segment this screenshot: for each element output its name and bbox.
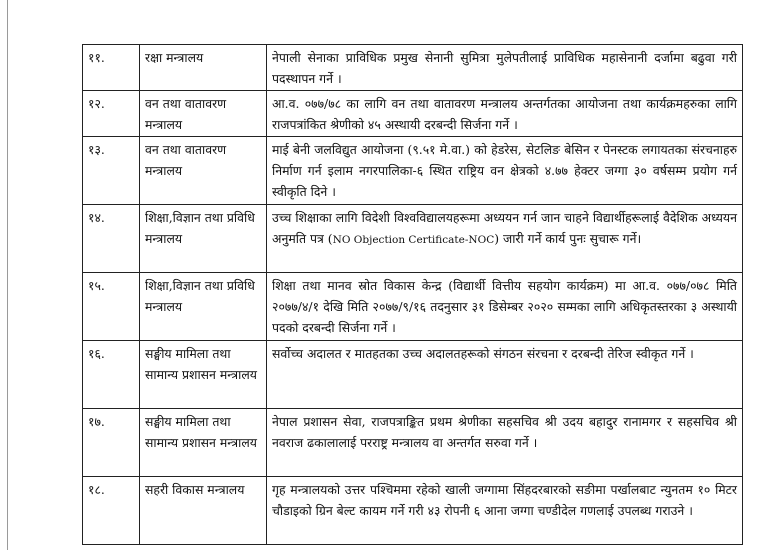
row-number: १८. <box>83 477 140 545</box>
ministry-cell: शिक्षा,विज्ञान तथा प्रविधि मन्त्रालय <box>140 273 267 341</box>
row-number: १२. <box>83 91 140 137</box>
row-number: १४. <box>83 205 140 273</box>
ministry-cell: सङ्घीय मामिला तथा सामान्य प्रशासन मन्त्रालय <box>140 341 267 409</box>
row-number: १७. <box>83 409 140 477</box>
ministry-cell: वन तथा वातावरण मन्त्रालय <box>140 91 267 137</box>
ministry-cell: रक्षा मन्त्रालय <box>140 45 267 91</box>
table-row <box>83 205 743 273</box>
ministry-cell: वन तथा वातावरण मन्त्रालय <box>140 137 267 205</box>
table-row <box>83 45 743 91</box>
decision-cell: आ.व. ०७७/७८ का लागि वन तथा वातावरण मन्त्रालय अन्तर्गतका आयोजना तथा कार्यक्रमहरुका लागि राजपत्रांकित श्रेणीको ४५ अस्थायी दरबन्दी सिर्जना गर्ने । <box>267 91 743 137</box>
noc-term: NO Objection Certificate-NOC <box>332 234 495 246</box>
left-margin-line <box>7 0 8 550</box>
decision-text-part: ) जारी गर्ने कार्य पुनः सुचारू गर्ने। <box>494 231 642 246</box>
decision-cell: नेपाली सेनाका प्राविधिक प्रमुख सेनानी सुमित्रा मुलेपतीलाई प्राविधिक महासेनानी दर्जामा बढुवा गरी पदस्थापन गर्ने । <box>267 45 743 91</box>
row-number: १६. <box>83 341 140 409</box>
decision-cell: गृह मन्त्रालयको उत्तर पश्चिममा रहेको खाली जग्गामा सिंहदरबारको सङीमा पर्खालबाट न्युनतम १० मिटर चौडाइको ग्रिन बेल्ट कायम गर्ने गरी ४३ रोपनी ६ आना जग्गा चण्डीदेल गणलाई उपलब्ध गराउने । <box>267 477 743 545</box>
table-row <box>83 273 743 341</box>
ministry-cell: सहरी विकास मन्त्रालय <box>140 477 267 545</box>
decision-cell: नेपाल प्रशासन सेवा, राजपत्राङ्कित प्रथम श्रेणीका सहसचिव श्री उदय बहादुर रानामगर र सहसचिव श्री नवराज ढकालालाई परराष्ट्र मन्त्रालय वा अन्तर्गत सरुवा गर्ने । <box>267 409 743 477</box>
ministry-cell: शिक्षा,विज्ञान तथा प्रविधि मन्त्रालय <box>140 205 267 273</box>
row-number: १५. <box>83 273 140 341</box>
row-number: ११. <box>83 45 140 91</box>
cabinet-decisions-table <box>82 44 743 545</box>
ministry-cell: सङ्घीय मामिला तथा सामान्य प्रशासन मन्त्रालय <box>140 409 267 477</box>
decision-cell: माई बेनी जलविद्युत आयोजना (९.५१ मे.वा.) को हेडरेस, सेटलिङ बेसिन र पेनस्टक लगायतका संरचनाहरु निर्माण गर्न इलाम नगरपालिका-६ स्थित राष्ट्रिय वन क्षेत्रको ४.७७ हेक्टर जग्गा ३० वर्षसम्म प्रयोग गर्न स्वीकृति दिने । <box>267 137 743 205</box>
decision-text-part: उच्च शिक्षाका लागि विदेशी विश्वविद्यालयहरूमा अध्ययन गर्न जान चाहने विद्यार्थीहरूलाई वैदेशिक अध्ययन अनुमति पत्र ( <box>272 210 737 246</box>
table-row <box>83 91 743 137</box>
decision-cell <box>267 205 743 273</box>
table-row <box>83 477 743 545</box>
decision-cell: सर्वोच्च अदालत र मातहतका उच्च अदालतहरूको संगठन संरचना र दरबन्दी तेरिज स्वीकृत गर्ने । <box>267 341 743 409</box>
table-row <box>83 341 743 409</box>
table-row <box>83 137 743 205</box>
row-number: १३. <box>83 137 140 205</box>
table-row <box>83 409 743 477</box>
decision-cell: शिक्षा तथा मानव स्रोत विकास केन्द्र (विद्यार्थी वित्तीय सहयोग कार्यक्रम) मा आ.व. ०७७/०७८ मिति २०७७/४/१ देखि मिति २०७७/९/१६ तदनुसार ३१ डिसेम्बर २०२० सम्मका लागि अधिकृतस्तरका ३ अस्थायी पदको दरबन्दी सिर्जना गर्ने । <box>267 273 743 341</box>
